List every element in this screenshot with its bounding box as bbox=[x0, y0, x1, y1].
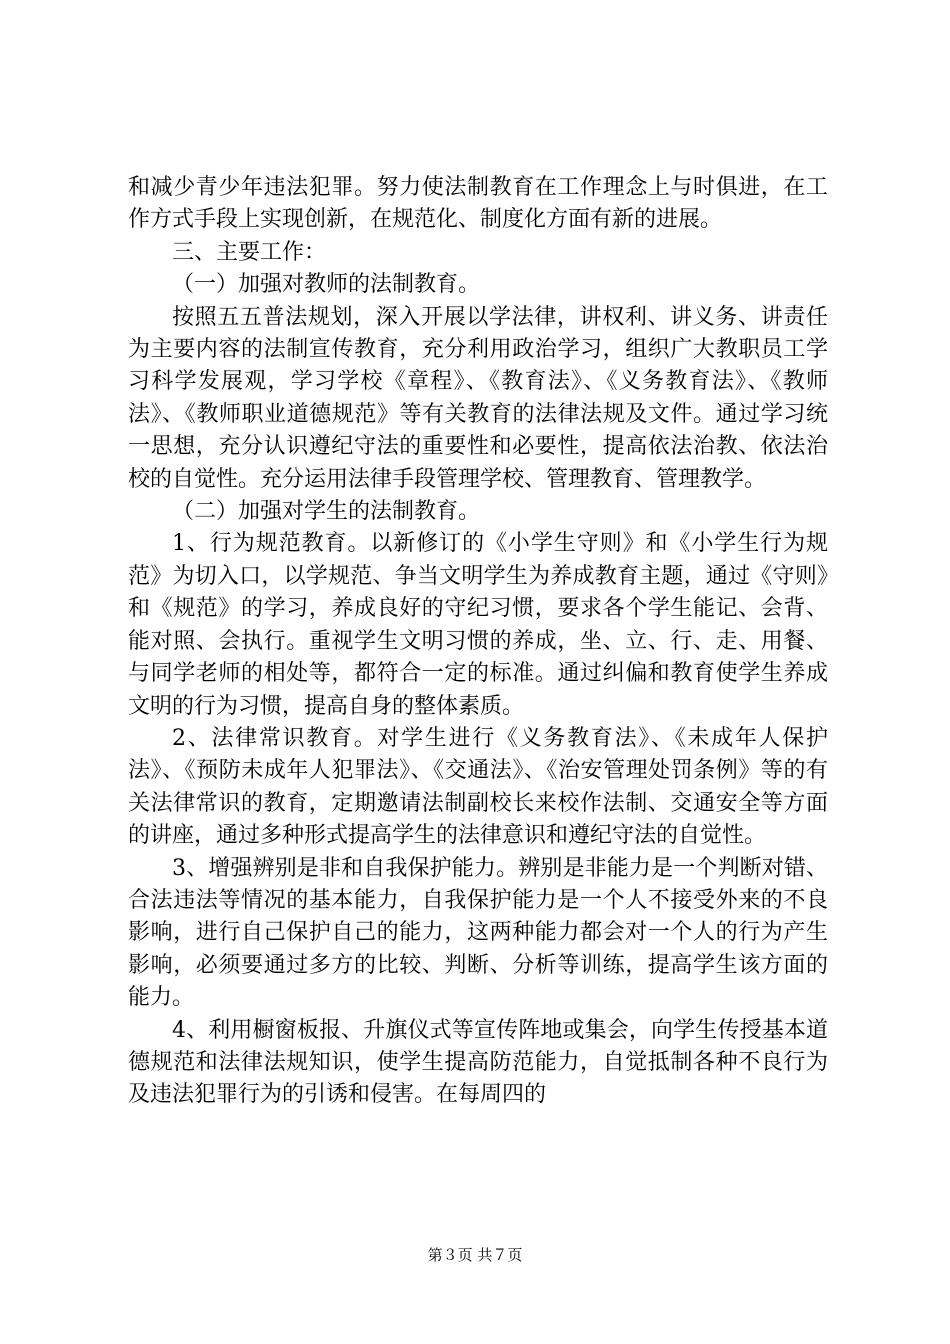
subheading-teacher-education: （一）加强对教师的法制教育。 bbox=[172, 272, 481, 298]
paragraph-item-2: 2、法律常识教育。对学生进行《义务教育法》、《未成年人保护法》、《预防未成年人犯罪法》、《交通法》、《治安管理处罚条例》等的有关法律常识的教育，定期邀请法制副校长来校作法制、交通安全等方面的讲座，通过多种形式提高学生的法律意识和遵纪守法的自觉性。 bbox=[128, 725, 828, 849]
page-footer: 第３页 共７页 bbox=[427, 1246, 523, 1264]
paragraph-teacher-education: 按照五五普法规划，深入开展以学法律，讲权利、讲义务、讲责任为主要内容的法制宣传教育，充分利用政治学习，组织广大教职员工学习科学发展观，学习学校《章程》、《教育法》、《义务教育法》、《教师法》、《教师职业道德规范》等有关教育的法律法规及文件。通过学习统一思想，充分认识遵纪守法的重要性和必要性，提高依法治教、依法治校的自觉性。充分运用法律手段管理学校、管理教育、管理教学。 bbox=[128, 304, 828, 492]
document-body bbox=[128, 172, 828, 1112]
paragraph-item-1: 1、行为规范教育。以新修订的《小学生守则》和《小学生行为规范》为切入口，以学规范、争当文明学生为养成教育主题，通过《守则》和《规范》的学习，养成良好的守纪习惯，要求各个学生能记、会背、能对照、会执行。重视学生文明习惯的养成，坐、立、行、走、用餐、与同学老师的相处等，都符合一定的标准。通过纠偏和教育使学生养成文明的行为习惯，提高自身的整体素质。 bbox=[128, 531, 828, 719]
paragraph-item-4: 4、利用橱窗板报、升旗仪式等宣传阵地或集会，向学生传授基本道德规范和法律法规知识，使学生提高防范能力，自觉抵制各种不良行为及违法犯罪行为的引诱和侵害。在每周四的 bbox=[128, 1017, 828, 1108]
paragraph-item-3: 3、增强辨别是非和自我保护能力。辨别是非能力是一个判断对错、合法违法等情况的基本能力，自我保护能力是一个人不接受外来的不良影响，进行自己保护自己的能力，这两种能力都会对一个人的行为产生影响，必须要通过多方的比较、判断、分析等训练，提高学生该方面的能力。 bbox=[128, 855, 828, 1011]
section-heading-main-work: 三、主要工作： bbox=[172, 239, 327, 265]
paragraph-1: 和减少青少年违法犯罪。努力使法制教育在工作理念上与时俱进，在工作方式手段上实现创新，在规范化、制度化方面有新的进展。 bbox=[128, 175, 828, 233]
subheading-student-education: （二）加强对学生的法制教育。 bbox=[172, 499, 481, 525]
